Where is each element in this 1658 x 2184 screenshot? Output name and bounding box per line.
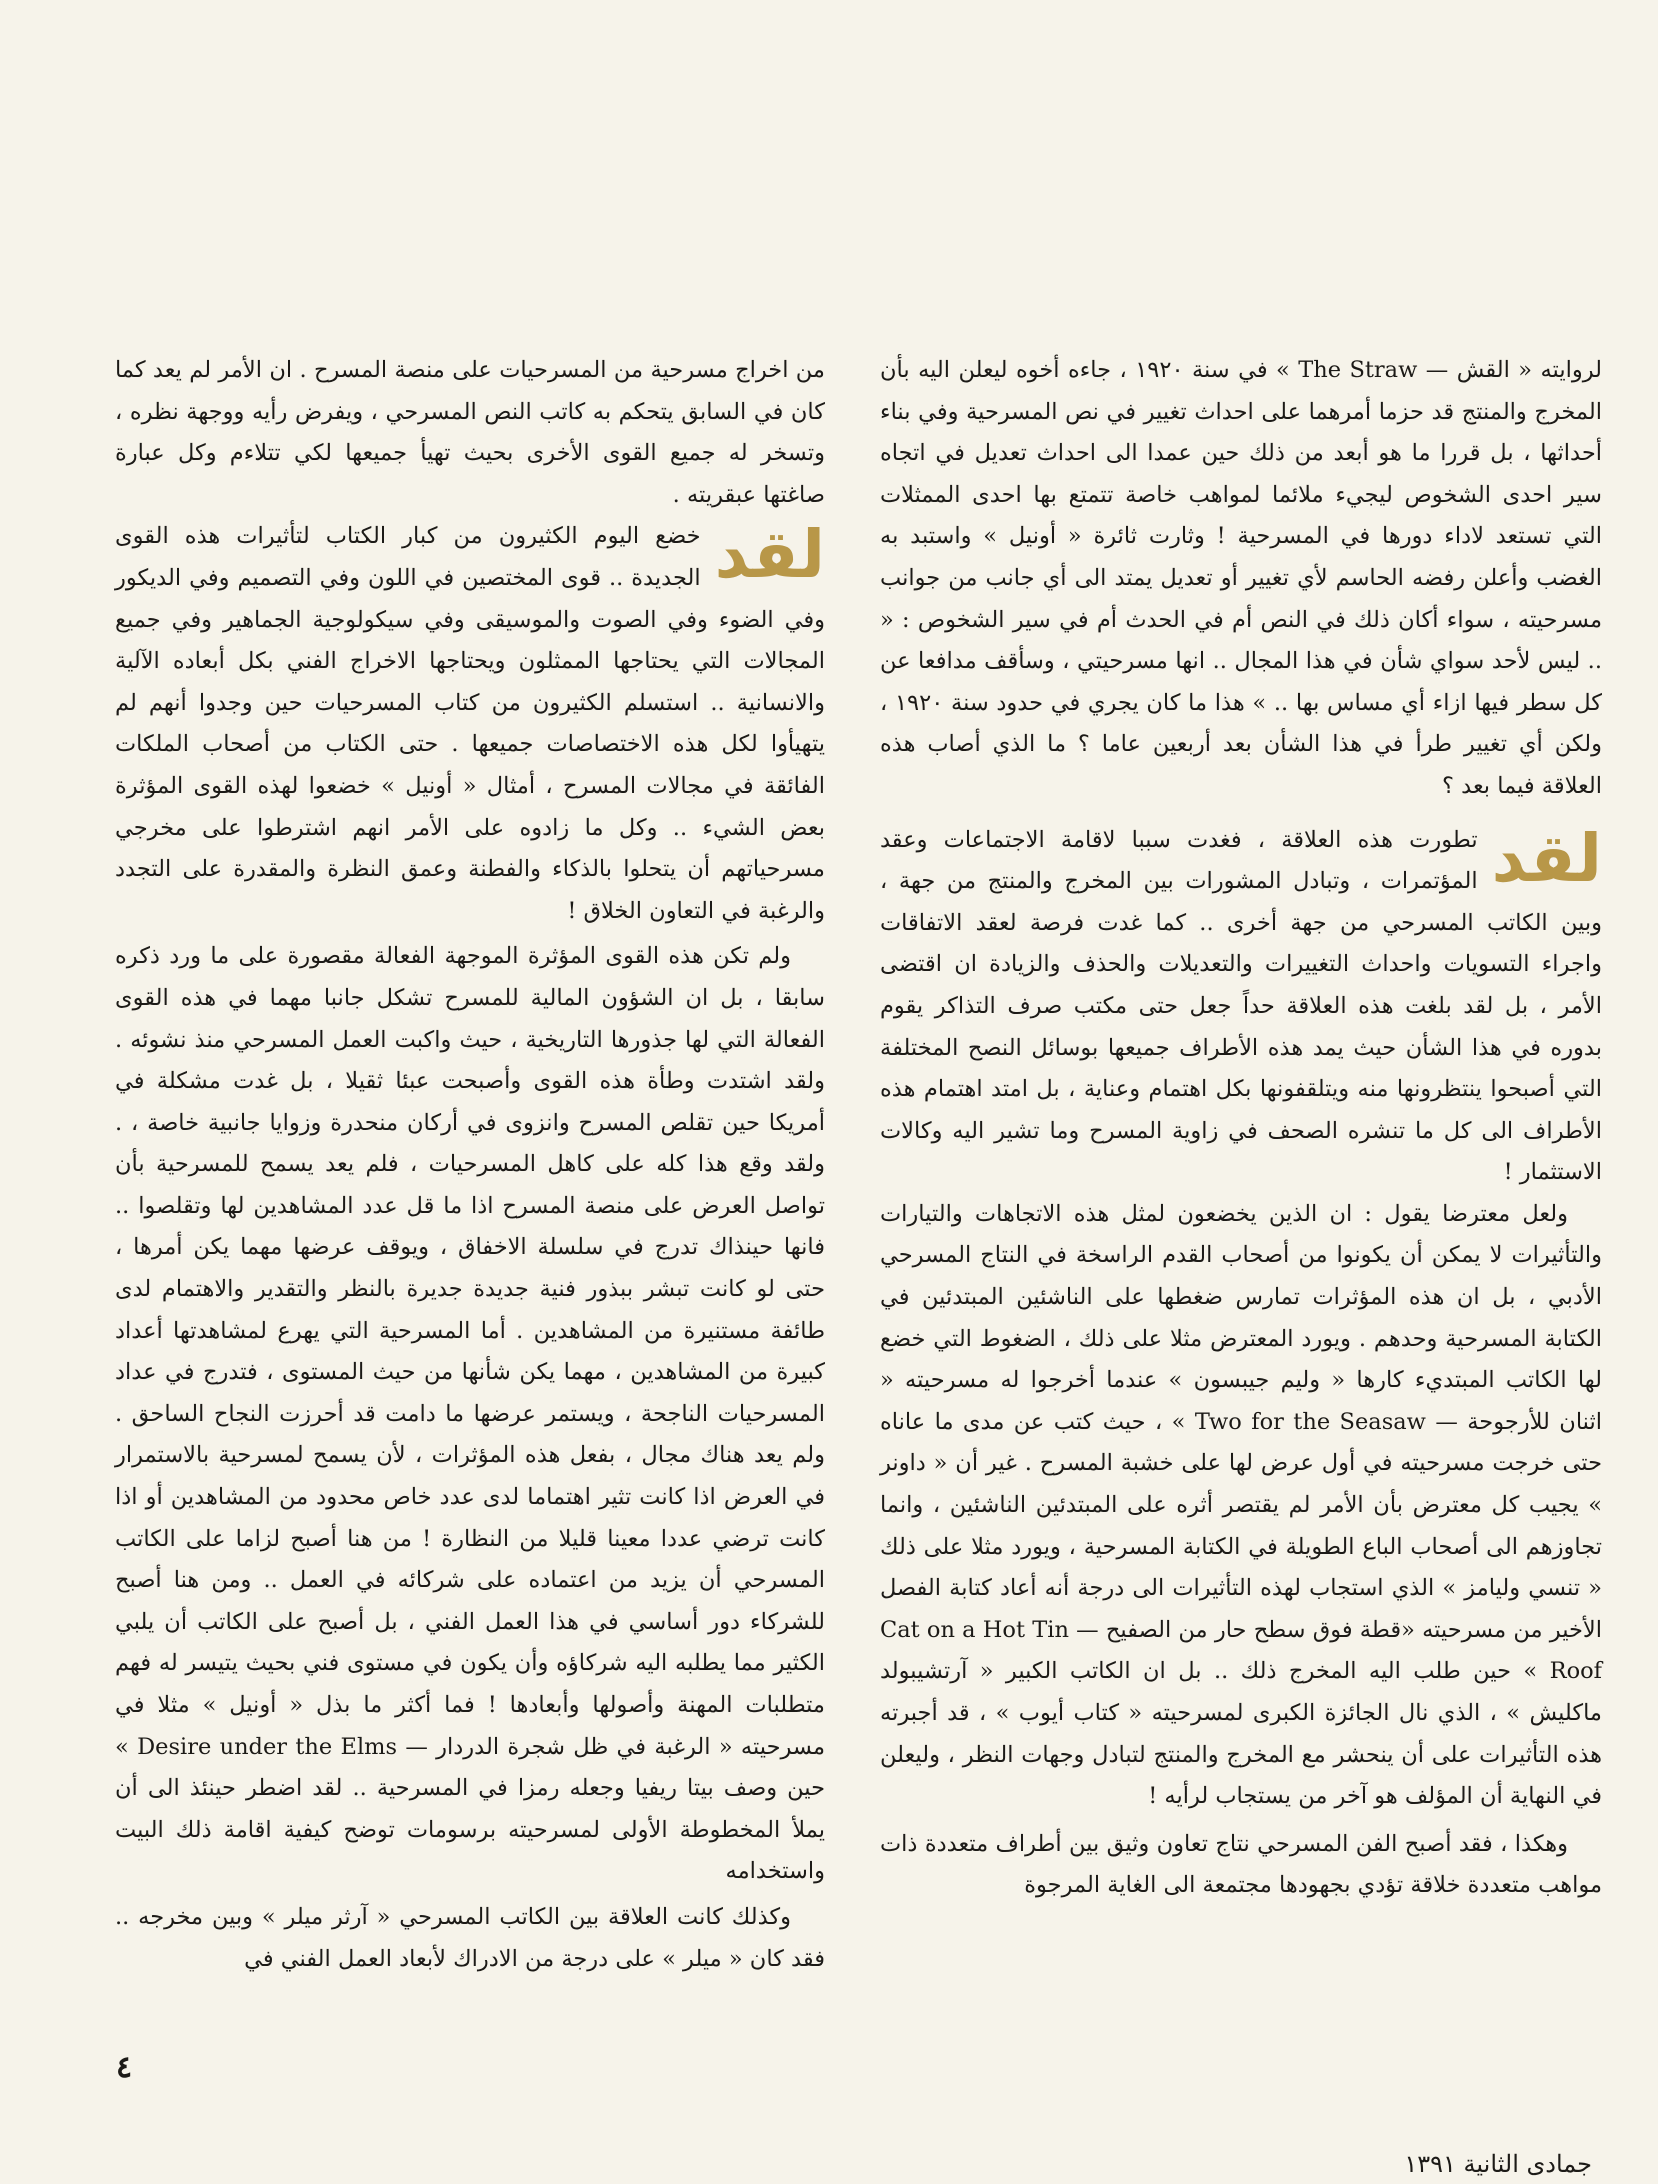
paragraph: لروايته « القش — The Straw » في سنة ١٩٢٠ ، جاءه أخوه ليعلن اليه بأن المخرج والمنتج قد حزما أمرهما على احداث تغيير في نص المسرحية وفي بناء أحداثها ، بل قررا ما هو أبعد من ذلك حين عمدا الى احداث تعديل في اتجاه سير احدى الشخوص ليجيء ملائما لمواهب خاصة تتمتع بها احدى الممثلات التي تستعد لاداء دورها في المسرحية ! وثارت ثائرة « أونيل » واستبد به الغضب وأعلن رفضه الحاسم لأي تغيير أو تعديل يمتد الى أي جانب من جوانب مسرحيته ، سواء أكان ذلك في النص أم في الحدث أم في سير الشخوص : « .. ليس لأحد سواي شأن في هذا المجال .. انها مسرحيتي ، وسأقف مدافعا عن كل سطر فيها ازاء أي مساس بها .. » هذا ما كان يجري في حدود سنة ١٩٢٠ ، ولكن أي تغيير طرأ في هذا الشأن بعد أربعين عاما ؟ ما الذي أصاب هذه العلاقة فيما بعد ؟	[880, 357, 1602, 799]
paragraph: وكذلك كانت العلاقة بين الكاتب المسرحي « آرثر ميلر » وبين مخرجه .. فقد كان « ميلر » على درجة من الادراك لأبعاد العمل الفني في	[115, 1903, 825, 1972]
issue-date-footer: جمادى الثانية ١٣٩١	[1404, 2150, 1592, 2178]
article-column-right	[880, 350, 1602, 1907]
paragraph: ولعل معترضا يقول : ان الذين يخضعون لمثل هذه الاتجاهات والتيارات والتأثيرات لا يمكن أن يكونوا من أصحاب القدم الراسخة في النتاج المسرحي الأدبي ، بل ان هذه المؤثرات تمارس ضغطها على الناشئين المبتدئين في الكتابة المسرحية وحدهم . ويورد المعترض مثلا على ذلك ، الضغوط التي خضع لها الكاتب المبتديء كارها « وليم جيبسون » عندما أخرجوا له مسرحيته « اثنان للأرجوحة — Two for the Seasaw » ، حيث كتب عن مدى ما عاناه حتى خرجت مسرحيته في أول عرض لها على خشبة المسرح . غير أن « داونر » يجيب كل معترض بأن الأمر لم يقتصر أثره على المبتدئين الناشئين ، وانما تجاوزهم الى أصحاب الباع الطويلة في الكتابة المسرحية ، ويورد مثلا على ذلك « تنسي وليامز » الذي استجاب لهذه التأثيرات الى درجة أنه أعاد كتابة الفصل الأخير من مسرحيته «قطة فوق سطح حار من الصفيح — Cat on a Hot Tin Roof » حين طلب اليه المخرج ذلك .. بل ان الكاتب الكبير « آرتشيبولد ماكليش » ، الذي نال الجائزة الكبرى لمسرحيته « كتاب أيوب » ، قد أجبرته هذه التأثيرات على أن ينحشر مع المخرج والمنتج لتبادل وجهات النظر ، وليعلن في النهاية أن المؤلف هو آخر من يستجاب لرأيه !	[880, 1200, 1602, 1810]
paragraph: ولم تكن هذه القوى المؤثرة الموجهة الفعالة مقصورة على ما ورد ذكره سابقا ، بل ان الشؤون المالية للمسرح تشكل جانبا مهما في هذه القوى الفعالة التي لها جذورها التاريخية ، حيث واكبت العمل المسرحي منذ نشوئه . ولقد اشتدت وطأة هذه القوى وأصبحت عبئا ثقيلا ، بل غدت مشكلة في أمريكا حين تقلص المسرح وانزوى في أركان منحدرة وزوايا جانبية خاصة ، . ولقد وقع هذا كله على كاهل المسرحيات ، فلم يعد يسمح للمسرحية بأن تواصل العرض على منصة المسرح اذا ما قل عدد المشاهدين لها وتقلصوا .. فانها حينذاك تدرج في سلسلة الاخفاق ، ويوقف عرضها مهما يكن أمرها ، حتى لو كانت تبشر ببذور فنية جديدة جديرة بالنظر والتقدير والاهتمام لدى طائفة مستنيرة من المشاهدين . أما المسرحية التي يهرع لمشاهدتها أعداد كبيرة من المشاهدين ، مهما يكن شأنها من حيث المستوى ، فتدرج في عداد المسرحيات الناجحة ، ويستمر عرضها ما دامت قد أحرزت النجاح الساحق . ولم يعد هناك مجال ، بفعل هذه المؤثرات ، لأن يسمح لمسرحية بالاستمرار في العرض اذا كانت تثير اهتماما لدى عدد خاص محدود من المشاهدين أو اذا كانت ترضي عددا معينا قليلا من النظارة ! من هنا أصبح لزاما على الكاتب المسرحي أن يزيد من اعتماده على شركائه في العمل .. ومن هنا أصبح للشركاء دور أساسي في هذا العمل الفني ، بل أصبح على الكاتب أن يلبي الكثير مما يطلبه اليه شركاؤه وأن يكون في مستوى فني بحيث يتيسر له فهم متطلبات المهنة وأصولها وأبعادها ! فما أكثر ما بذل « أونيل » مثلا في مسرحيته « الرغبة في ظل شجرة الدردار — Desire under the Elms » حين وصف بيتا ريفيا وجعله رمزا في المسرحية .. لقد اضطر حينئذ الى أن يملأ المخطوطة الأولى لمسرحيته برسومات توضح كيفية اقامة ذلك البيت واستخدامه	[115, 943, 826, 1885]
dropcap: لقد	[714, 516, 825, 594]
paragraph	[115, 516, 825, 932]
paragraph: من اخراج مسرحية من المسرحيات على منصة المسرح . ان الأمر لم يعد كما كان في السابق يتحكم به كاتب النص المسرحي ، ويفرض رأيه ووجهة نظره ، وتسخر له جميع القوى الأخرى بحيث تهيأ جميعها لكي تتلاءم وكل عبارة صاغتها عبقريته .	[115, 357, 825, 508]
dropcap: لقد	[1491, 819, 1602, 897]
page-number: ٤	[116, 2050, 133, 2085]
article-column-left	[115, 350, 825, 1980]
paragraph-text: تطورت هذه العلاقة ، فغدت سببا لاقامة الاجتماعات وعقد المؤتمرات ، وتبادل المشورات بين المخرج والمنتج من جهة ، وبين الكاتب المسرحي من جهة أخرى .. كما غدت فرصة لعقد الاتفاقات واجراء التسويات واحداث التغييرات والتعديلات والحذف والزيادة ان اقتضى الأمر ، بل لقد بلغت هذه العلاقة حداً جعل حتى مكتب صرف التذاكر يقوم بدوره في هذا الشأن حيث يمد هذه الأطراف جميعها بوسائل النصح المختلفة التي أصبحوا ينتظرونها منه ويتلقفونها بكل اهتمام وعناية ، بل امتد اهتمام هذه الأطراف الى كل ما تنشره الصحف في زاوية المسرح وما تشير اليه وكالات الاستثمار !	[880, 826, 1602, 1186]
paragraph-text: خضع اليوم الكثيرون من كبار الكتاب لتأثيرات هذه القوى الجديدة .. قوى المختصين في اللون وفي التصميم وفي الديكور وفي الضوء وفي الصوت والموسيقى وفي سيكولوجية الجماهير وفي جميع المجالات التي يحتاجها الممثلون ويحتاجها الاخراج الفني بكل أبعاده الآلية والانسانية .. استسلم الكثيرون من كتاب المسرحيات حين وجدوا أنهم لم يتهيأوا لكل هذه الاختصاصات جميعها . حتى الكتاب من أصحاب الملكات الفائقة في مجالات المسرح ، أمثال « أونيل » خضعوا لهذه القوى المؤثرة بعض الشيء .. وكل ما زادوه على الأمر انهم اشترطوا على مخرجي مسرحياتهم أن يتحلوا بالذكاء والفطنة وعمق النظرة والمقدرة على التجدد والرغبة في التعاون الخلاق !	[115, 523, 825, 924]
paragraph	[880, 820, 1602, 1194]
paragraph: وهكذا ، فقد أصبح الفن المسرحي نتاج تعاون وثيق بين أطراف متعددة ذات مواهب متعددة خلاقة تؤدي بجهودها مجتمعة الى الغاية المرجوة	[880, 1830, 1602, 1899]
